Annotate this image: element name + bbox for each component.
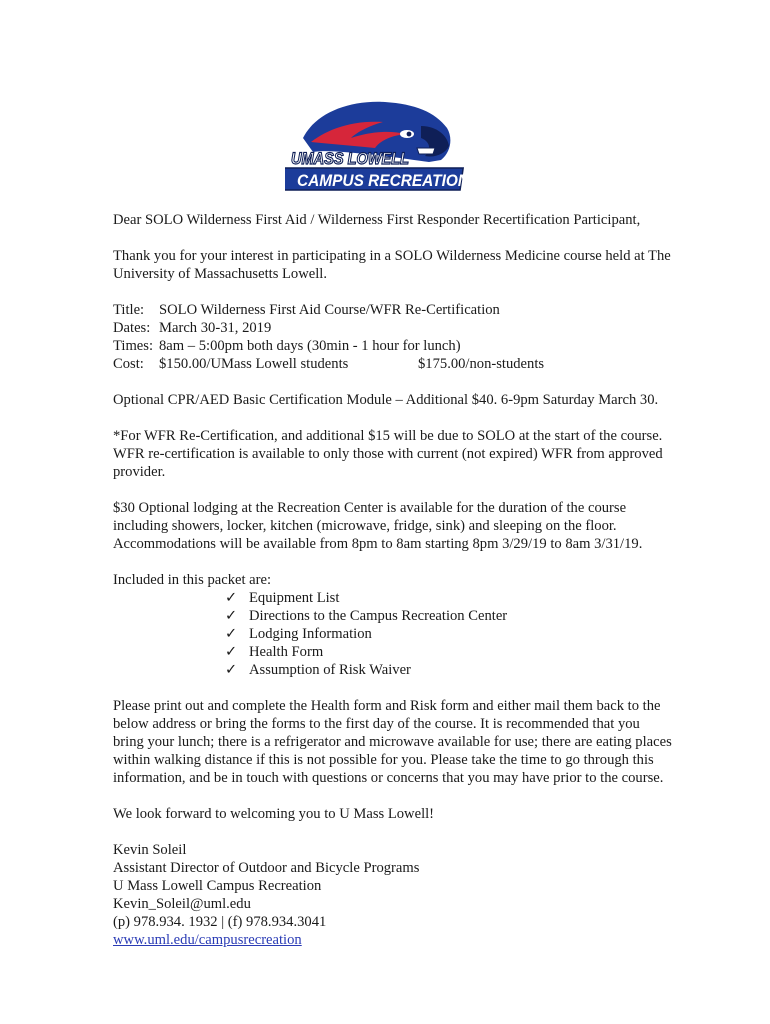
- text-line: *For WFR Re-Certification, and additional $15 will be due to SOLO at the start of the course.: [113, 428, 663, 444]
- checkmark-icon: ✓: [225, 644, 238, 660]
- packet-contents: [113, 571, 678, 679]
- list-item-label: Directions to the Campus Recreation Center: [249, 608, 508, 624]
- signature-block: [113, 841, 678, 949]
- intro-paragraph: [113, 247, 678, 283]
- list-item-label: Equipment List: [249, 590, 340, 606]
- signer-name: Kevin Soleil: [113, 842, 187, 858]
- lodging-paragraph: [113, 499, 678, 553]
- text-line: information, and be in touch with questions or concerns that you may have prior to the course.: [113, 770, 664, 786]
- dates-label: Dates:: [113, 320, 151, 336]
- signer-title: Assistant Director of Outdoor and Bicycle Programs: [113, 860, 420, 876]
- text-line: including showers, locker, kitchen (microwave, fridge, sink) and sleeping on the floor.: [113, 518, 617, 534]
- text-line: provider.: [113, 464, 166, 480]
- text-line: Accommodations will be available from 8pm to 8am starting 8pm 3/29/19 to 8am 3/31/19.: [113, 536, 643, 552]
- letter-body: [113, 211, 678, 949]
- signer-organization: U Mass Lowell Campus Recreation: [113, 878, 322, 894]
- logo-line-umass-lowell: UMASS LOWELL: [291, 149, 409, 168]
- packet-heading: Included in this packet are:: [113, 572, 272, 588]
- text-line: University of Massachusetts Lowell.: [113, 266, 328, 282]
- wfr-recert-note: [113, 427, 678, 481]
- title-label: Title:: [113, 302, 145, 318]
- detail-cost-row: [113, 355, 678, 373]
- list-item-label: Assumption of Risk Waiver: [249, 662, 411, 678]
- cost-non-students: $175.00/non-students: [418, 356, 545, 372]
- list-item-label: Health Form: [249, 644, 324, 660]
- signer-email: Kevin_Soleil@uml.edu: [113, 896, 251, 912]
- signer-phone: (p) 978.934. 1932 | (f) 978.934.3041: [113, 914, 327, 930]
- list-item: [225, 607, 678, 625]
- packet-checklist: [113, 589, 678, 679]
- umass-lowell-campus-recreation-logo: [285, 98, 477, 196]
- cost-label: Cost:: [113, 356, 144, 372]
- checkmark-icon: ✓: [225, 590, 238, 606]
- detail-dates-row: [113, 319, 678, 337]
- list-item: [225, 661, 678, 679]
- list-item-label: Lodging Information: [249, 626, 372, 642]
- text-line: $30 Optional lodging at the Recreation Center is available for the duration of the course: [113, 500, 627, 516]
- times-value: 8am – 5:00pm both days (30min - 1 hour for lunch): [159, 338, 461, 354]
- closing-line: We look forward to welcoming you to U Mass Lowell!: [113, 806, 435, 822]
- list-item: [225, 643, 678, 661]
- text-line: below address or bring the forms to the first day of the course. It is recommended that you: [113, 716, 640, 732]
- times-label: Times:: [113, 338, 154, 354]
- text-line: Thank you for your interest in participating in a SOLO Wilderness Medicine course held at The: [113, 248, 671, 264]
- list-item: [225, 625, 678, 643]
- logo-line-campus-recreation: CAMPUS RECREATION: [297, 171, 470, 190]
- text-line: bring your lunch; there is a refrigerator and microwave available for use; there are eating places: [113, 734, 672, 750]
- dates-value: March 30-31, 2019: [159, 320, 272, 336]
- greeting: Dear SOLO Wilderness First Aid / Wilderness First Responder Recertification Participant,: [113, 212, 641, 228]
- hawk-teeth: [417, 148, 435, 154]
- optional-cpr-note: Optional CPR/AED Basic Certification Module – Additional $40. 6-9pm Saturday March 30.: [113, 392, 659, 408]
- cost-students: $150.00/UMass Lowell students: [159, 356, 349, 372]
- instructions-paragraph: [113, 697, 678, 787]
- checkmark-icon: ✓: [225, 662, 238, 678]
- checkmark-icon: ✓: [225, 626, 238, 642]
- detail-title-row: [113, 301, 678, 319]
- text-line: within walking distance if this is not possible for you. Please take the time to go through this: [113, 752, 654, 768]
- course-details: [113, 301, 678, 373]
- list-item: [225, 589, 678, 607]
- checkmark-icon: ✓: [225, 608, 238, 624]
- text-line: Please print out and complete the Health form and Risk form and either mail them back to the: [113, 698, 661, 714]
- website-link[interactable]: www.uml.edu/campusrecreation: [113, 932, 302, 948]
- text-line: WFR re-certification is available to only those with current (not expired) WFR from approved: [113, 446, 663, 462]
- detail-times-row: [113, 337, 678, 355]
- title-value: SOLO Wilderness First Aid Course/WFR Re-Certification: [159, 302, 500, 318]
